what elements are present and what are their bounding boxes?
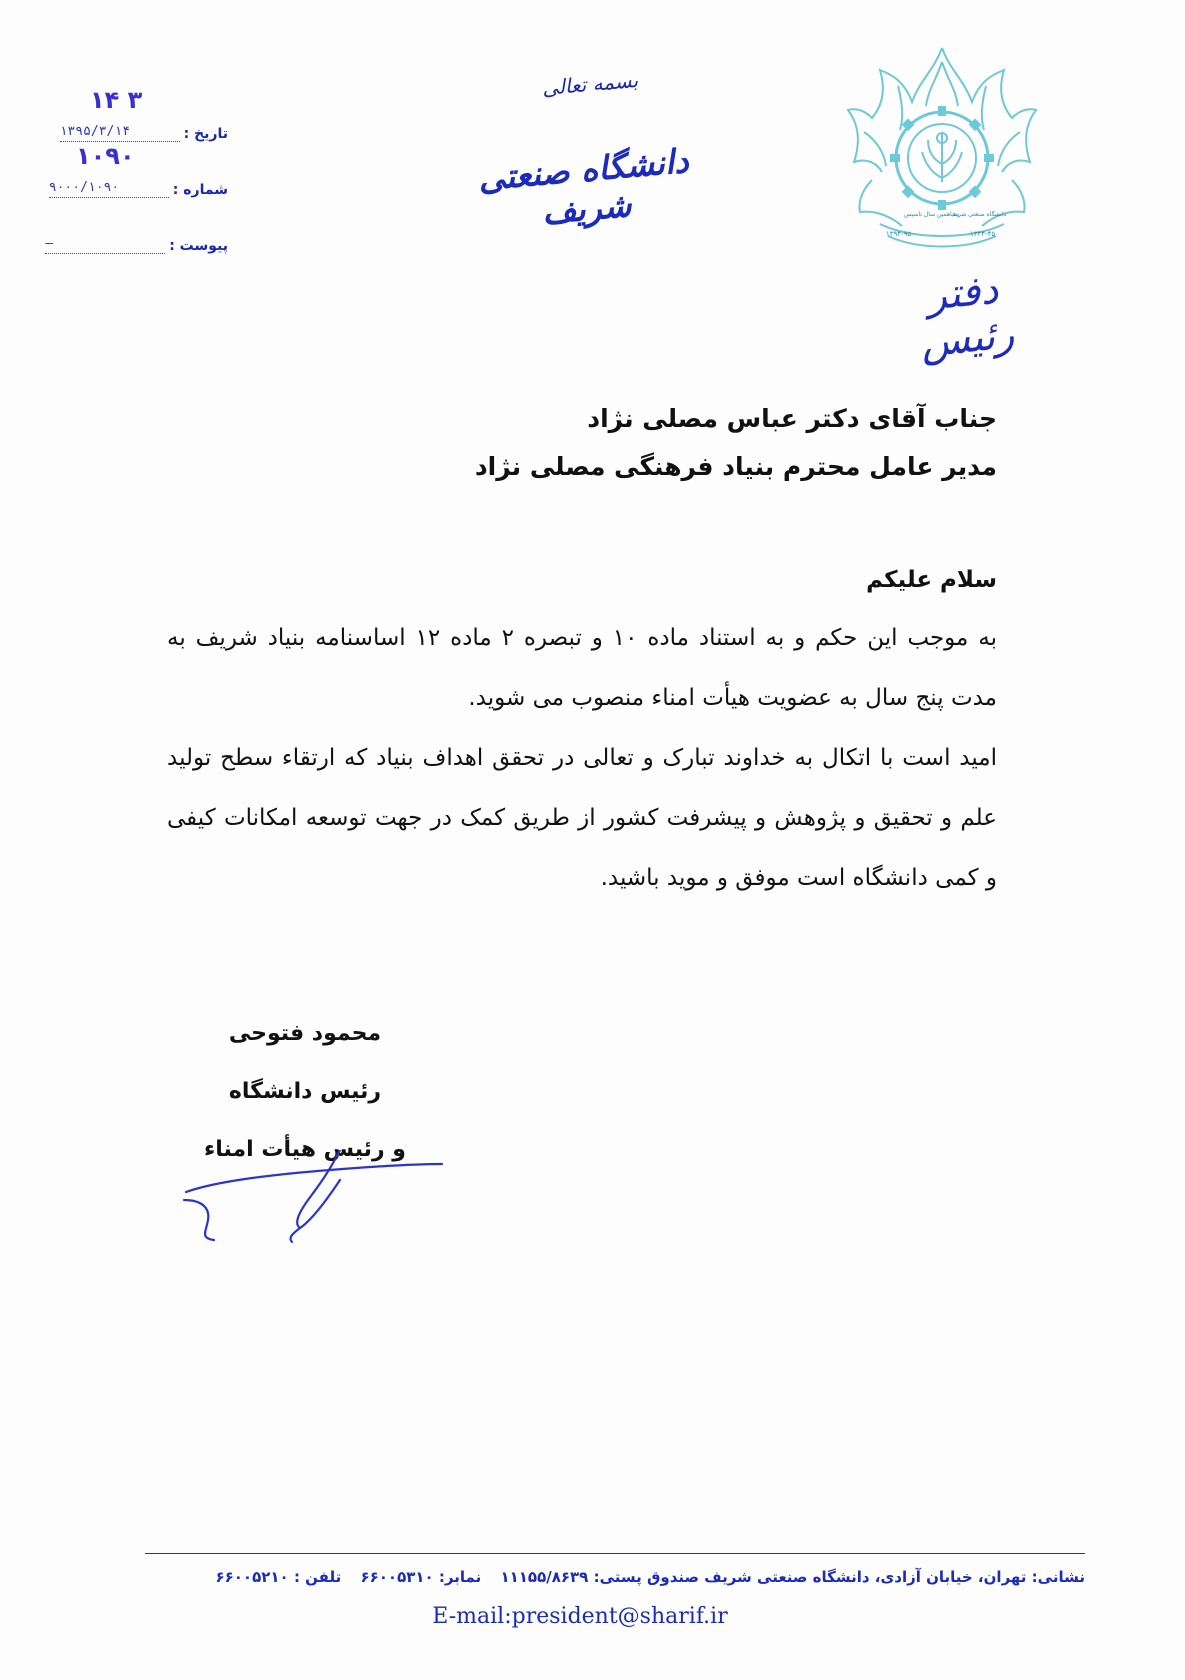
- footer-contact: [140, 1568, 1085, 1586]
- footer-email: E-mail:president@sharif.ir: [432, 1604, 728, 1629]
- footer-phone: تلفن : ۶۶۰۰۵۲۱۰: [215, 1568, 342, 1586]
- signatory-title-1: رئیس دانشگاه: [228, 1079, 382, 1104]
- footer-fax: نمابر: ۶۶۰۰۵۳۱۰: [360, 1568, 482, 1586]
- addressee-block: [297, 395, 997, 491]
- greeting: سلام علیکم: [866, 567, 997, 593]
- letter-body: [167, 560, 997, 908]
- emblem-years-left: ۱۳۹۴-۹۵: [886, 230, 912, 238]
- signatory-title-2: و رئیس هیأت امناء: [204, 1137, 406, 1162]
- footer-rule: [145, 1553, 1085, 1554]
- emblem-years-right: ۱۳۴۴-۴۵: [970, 230, 996, 238]
- attachment-row: [28, 198, 228, 254]
- date-value: ۱۳۹۵/۳/۱۴: [60, 124, 180, 142]
- emblem-ring-text-top: پنجاهمین سال تاسیس: [904, 211, 960, 218]
- university-emblem: [842, 40, 1042, 260]
- emblem-ring-text-name: دانشگاه صنعتی شریف: [950, 211, 1007, 218]
- body-paragraph-2: امید است با اتکال به خداوند تبارک و تعالی در تحقق اهداف بنیاد که ارتقاء سطح تولید علم و تحقیق و پژوهش و پیشرفت کشور از طریق کمک در جهت توسعه امکانات کیفی و کمی دانشگاه است موفق و موید باشید.: [167, 745, 997, 891]
- signatory-name: محمود فتوحی: [228, 1021, 382, 1046]
- addressee-line-1: جناب آقای دکتر عباس مصلی نژاد: [587, 404, 997, 433]
- attachment-label: پیوست :: [169, 238, 228, 254]
- signature-strokes: [180, 1150, 450, 1245]
- basmala: بسمه تعالی: [541, 67, 639, 101]
- number-value: ۹۰۰۰/۱۰۹۰: [49, 180, 169, 198]
- body-paragraph-1: به موجب این حکم و به استناد ماده ۱۰ و تبصره ۲ ماده ۱۲ اساسنامه بنیاد شریف به مدت پنج سال به عضویت هیأت امناء منصوب می شوید.: [167, 625, 997, 711]
- number-row: [28, 142, 228, 198]
- university-name: دانشگاه صنعتی شریف: [476, 140, 691, 232]
- letter-meta: [28, 86, 228, 254]
- attachment-value: —: [45, 236, 165, 254]
- handwritten-signature: [180, 1150, 450, 1245]
- footer-address: نشانی: تهران، خیابان آزادی، دانشگاه صنعتی شریف صندوق پستی: ۱۱۱۵۵/۸۶۳۹: [500, 1568, 1085, 1586]
- emblem-graphic: [842, 40, 1042, 260]
- addressee-line-2: مدیر عامل محترم بنیاد فرهنگی مصلی نژاد: [474, 452, 997, 481]
- date-label: تاریخ :: [183, 126, 228, 142]
- date-row: [28, 86, 228, 142]
- date-handwritten: ۱۴ ۳: [90, 86, 143, 114]
- number-handwritten: ۱۰۹۰: [76, 142, 135, 170]
- office-title: دفتر رئیس: [918, 266, 1017, 367]
- number-label: شماره :: [172, 182, 228, 198]
